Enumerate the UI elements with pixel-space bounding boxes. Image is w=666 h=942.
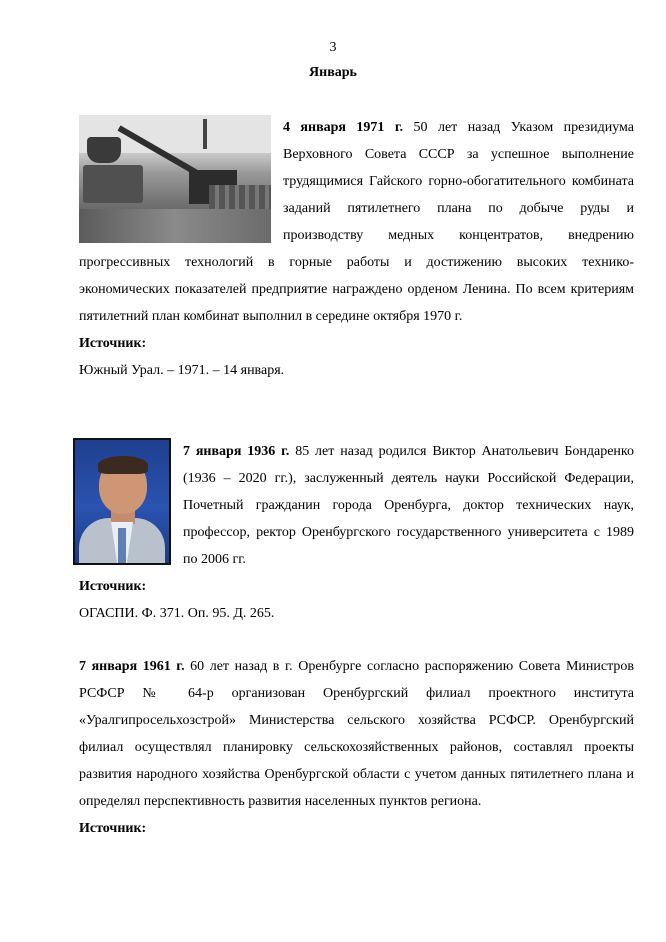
month-title: Январь xyxy=(309,65,357,80)
page-number: 3 xyxy=(329,40,337,55)
entry-1936 xyxy=(79,438,634,627)
source-label: Источник: xyxy=(79,821,147,836)
excavator-photo xyxy=(79,115,271,243)
entry-body: 60 лет назад в г. Оренбурге согласно распоряжению Совета Министров РСФСР № 64-р организован Оренбургский филиал проектного института «Уралгипросельхозстрой» Министерства сельского хозяйства РСФСР. Оренбургский филиал осуществлял планировку сельскохозяйственных районов, составлял проекты развития народного хозяйства Оренбургской области с учетом данных пятилетнего плана и определял перспективность развития населенных пунктов региона. xyxy=(79,659,634,809)
source-text: Южный Урал. – 1971. – 14 января. xyxy=(79,363,285,378)
entry-body: 50 лет назад Указом президиума Верховного Совета СССР за успешное выполнение трудящимися Гайского горно-обогатительного комбината заданий пятилетнего плана по добыче руды и производству медных концентратов, внедрению прогрессивных технологий в горные работы и достижению высоких технико-экономических показателей предприятие награждено орденом Ленина. По всем критериям пятилетний план комбинат выполнил в середине октября 1970 г. xyxy=(79,120,634,324)
entry-body: 85 лет назад родился Виктор Анатольевич Бондаренко (1936 – 2020 гг.), заслуженный деятель науки Российской Федерации, Почетный гражданин города Оренбурга, доктор технических наук, профессор, ректор Оренбургского государственного университета с 1989 по 2006 гг. xyxy=(183,444,634,567)
source-label: Источник: xyxy=(79,579,147,594)
source-text: ОГАСПИ. Ф. 371. Оп. 95. Д. 265. xyxy=(79,606,275,621)
entry-date: 4 января 1971 г. xyxy=(283,120,404,135)
entry-text xyxy=(79,653,634,815)
entry-1971 xyxy=(79,114,634,384)
entry-date: 7 января 1936 г. xyxy=(183,444,290,459)
source-label: Источник: xyxy=(79,336,147,351)
portrait-photo xyxy=(73,438,171,565)
entry-date: 7 января 1961 г. xyxy=(79,659,185,674)
entry-1961 xyxy=(79,653,634,842)
